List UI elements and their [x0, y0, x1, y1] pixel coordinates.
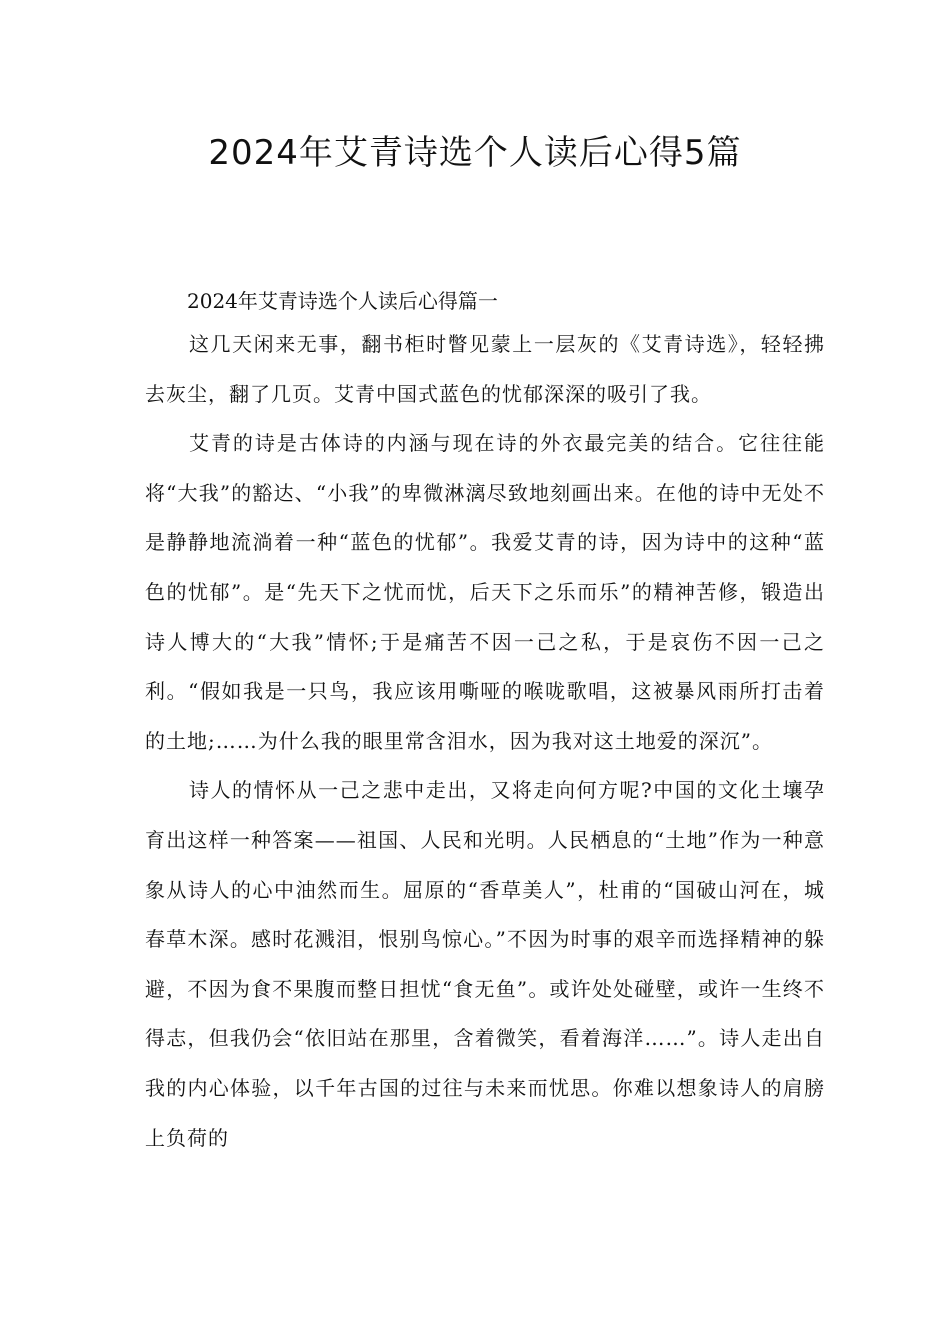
paragraph-3: 诗人的情怀从一己之悲中走出，又将走向何方呢?中国的文化土壤孕育出这样一种答案——祖国、人民和光明。人民栖息的“土地”作为一种意象从诗人的心中油然而生。屈原的“香草美人”，杜甫的“国破山河在，城春草木深。感时花溅泪，恨别鸟惊心。”不因为时事的艰辛而选择精神的躲避，不因为食不果腹而整日担忧“食无鱼”。或许处处碰壁，或许一生终不得志，但我仍会“依旧站在那里，含着微笑，看着海洋……”。诗人走出自我的内心体验，以千年古国的过往与未来而忧思。你难以想象诗人的肩膀上负荷的 [145, 778, 825, 1150]
paragraph-2: 艾青的诗是古体诗的内涵与现在诗的外衣最完美的结合。它往往能将“大我”的豁达、“小我”的卑微淋漓尽致地刻画出来。在他的诗中无处不是静静地流淌着一种“蓝色的忧郁”。我爱艾青的诗，因为诗中的这种“蓝色的忧郁”。是“先天下之忧而忧，后天下之乐而乐”的精神苦修，锻造出诗人博大的“大我”情怀;于是痛苦不因一己之私，于是哀伤不因一己之利。“假如我是一只鸟，我应该用嘶哑的喉咙歌唱，这被暴风雨所打击着的土地;……为什么我的眼里常含泪水，因为我对这土地爱的深沉”。 [145, 431, 825, 753]
document-title: 2024年艾青诗选个人读后心得5篇 [208, 133, 742, 173]
paragraph-1: 这几天闲来无事，翻书柜时瞥见蒙上一层灰的《艾青诗选》，轻轻拂去灰尘，翻了几页。艾青中国式蓝色的忧郁深深的吸引了我。 [145, 332, 825, 406]
document-body [145, 282, 825, 1163]
section-heading: 2024年艾青诗选个人读后心得篇一 [187, 289, 498, 313]
